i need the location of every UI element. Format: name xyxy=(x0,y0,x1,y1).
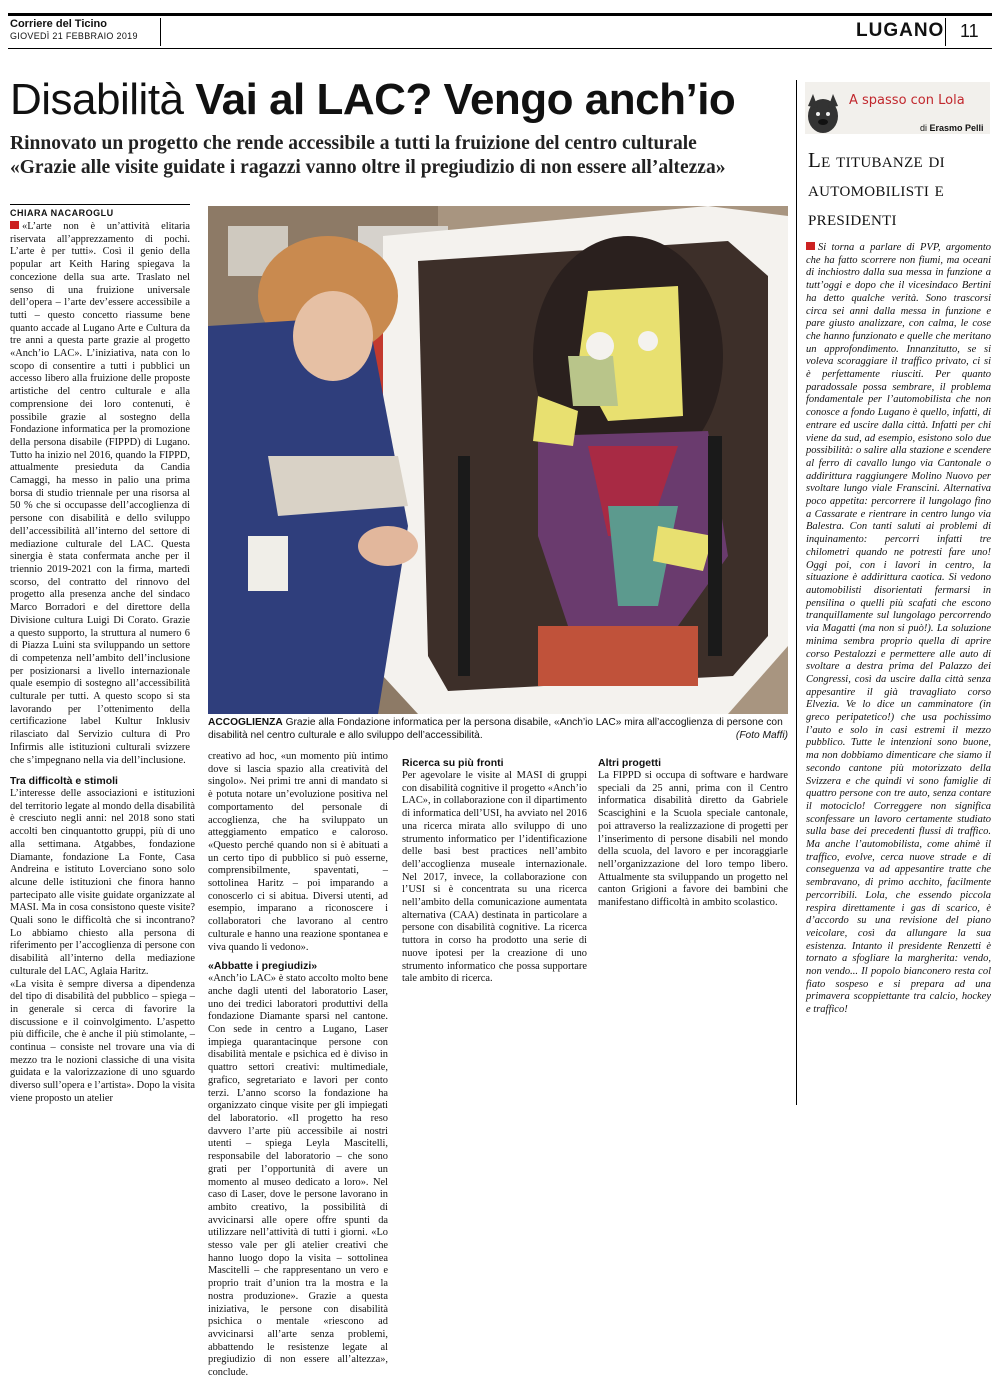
column-author xyxy=(920,123,984,133)
article-paragraph: L’interesse delle associazioni e istituzioni del territorio legate al mondo della disabilità è cresciuto negli anni: nel 2018 sono stati accolti ben cinquantotto gruppi, più di uno alla settimana. Atgabbes, fondazione Diamante, fondazione La Fonte, Casa Andreina e istituto Loverciano sono solo alcune delle istituzioni che finora hanno partecipato alle visite guidate organizzate al MASI. Ma in cosa consistono queste visite? Quali sono le difficoltà che si incontrano? Lo abbiamo chiesto alla persona di riferimento per l’accoglienza di persone con disabilità all’interno della mediazione culturale del LAC, Aglaia Haritz. xyxy=(10,788,195,977)
byline: CHIARA NACAROGLU xyxy=(10,208,114,218)
headline-kicker: Disabilità xyxy=(10,75,184,124)
caption-label: ACCOGLIENZA xyxy=(208,717,283,728)
column-divider xyxy=(796,80,797,1105)
newspaper-name: Corriere del Ticino xyxy=(10,18,107,30)
section-subheading: Altri progetti xyxy=(598,757,661,769)
header-divider xyxy=(160,18,161,46)
article-column-2 xyxy=(208,751,388,1379)
column-banner-title: A spasso con Lola xyxy=(849,93,965,108)
byline-rule xyxy=(10,204,190,205)
article-column-1 xyxy=(10,221,190,766)
photo-caption xyxy=(208,717,788,742)
issue-date: GIOVEDÌ 21 FEBBRAIO 2019 xyxy=(10,31,138,41)
article-paragraph: La FIPPD si occupa di software e hardware speciali da 25 anni, prima con il Centro informatica disabilità diretto da Gabriele Scascighini e la Scuola speciale cantonale, poi attraverso la realizzazione di progetti per l’inserimento di persone disabili nel mondo della scuola, del lavoro e per incoraggiarle nell’organizzazione del loro tempo libero. Attualmente sta sviluppando un progetto nel canton Grigioni a favore dei bambini che manifestano difficoltà in ambito scolastico. xyxy=(598,770,788,909)
paragraph-marker xyxy=(806,242,815,250)
section-subheading: Tra difficoltà e stimoli xyxy=(10,775,118,787)
article-paragraph: Per agevolare le visite al MASI di gruppi con disabilità cognitive il progetto «Anch’io LAC», in collaborazione con il dipartimento di informatica dell’USI, ha avviato nel 2016 una ricerca mirata allo sviluppo di uno strumento informatico per l’identificazione delle basi best practices nell’ambito dell’accoglienza museale internazionale. Nel 2017, invece, la collaborazione con l’USI si è concentrata su una ricerca nell’ambito della comunicazione aumentata alternativa (CAA) destinata in particolare a persone con disabilità cognitive. La ricerca tuttora in corso ha prodotto una serie di nuove ipotesi per la creazione di uno strumento informatico che possa supportare tale ambito di ricerca. xyxy=(402,770,587,985)
subheadline-line-2: «Grazie alle visite guidate i ragazzi vanno oltre il pregiudizio di non essere all’altezza» xyxy=(10,157,726,178)
header-bottom-rule xyxy=(8,48,992,49)
author-name: Erasmo Pelli xyxy=(929,123,984,133)
page-number: 11 xyxy=(960,21,979,41)
headline xyxy=(10,75,735,125)
photo-credit: (Foto Maffi) xyxy=(735,729,788,741)
subheadline xyxy=(10,132,790,180)
photo-illustration xyxy=(208,206,788,714)
section-name: LUGANO xyxy=(856,20,945,41)
article-column-1-lower xyxy=(10,769,195,1104)
paragraph-marker xyxy=(10,221,19,229)
article-paragraph: «Anch’io LAC» è stato accolto molto bene anche dagli utenti del laboratorio Laser, uno dei tredici laboratori produttivi della fondazione Diamante sparsi nel cantone. Con sede in centro a Lugano, Laser impiega quarantacinque persone con disabilità mentale e psichica ed è diviso in quattro settori creativi: multimediale, grafico, segretariato e lavori per conto terzi. L’anno scorso la fondazione ha organizzato cinque visite per gli impiegati del laboratorio. «Il progetto ha reso davvero l’arte più accessibile ai nostri utenti – spiega Leyla Mascitelli, responsabile del laboratorio – che sono grati per l’opportunità di avere un momento al museo dedicato a loro». Nel caso di Laser, dove le persone lavorano in ambito creativo, la possibilità di avvicinarsi alle opere offre spunti da utilizzare nell’attività di tutti i giorni. «Lo stesso vale per gli atelier creativi che hanno luogo dopo la visita – sottolinea Mascitelli – che rappresentano un vero e proprio trait d’union tra la mostra e la nostra produzione». Grazie a questa iniziativa, le persone con disabilità psichica o mentale «riescono ad avvicinarsi all’arte senza problemi, abbattendo le resistenze legate al pregiudizio di non essere all’altezza», conclude. xyxy=(208,973,388,1379)
caption-text: Grazie alla Fondazione informatica per la persona disabile, «Anch’io LAC» mira all’accoglienza di persone con disabilità nel centro culturale e allo sviluppo dell’accessibilità. xyxy=(208,717,783,741)
article-photo xyxy=(208,206,788,714)
headline-title: Vai al LAC? Vengo anch’io xyxy=(195,75,736,124)
section-subheading: Ricerca su più fronti xyxy=(402,757,504,769)
subheadline-line-1: Rinnovato un progetto che rende accessibile a tutti la fruizione del centro culturale xyxy=(10,133,697,154)
article-paragraph: creativo ad hoc, «un momento più intimo dove si lascia spazio alla creatività del singolo». Nei primi tre anni di mandato si è potuta notare un’evoluzione positiva nel comportamento del personale di accoglienza, che ha sviluppato un atteggiamento empatico e caloroso. «Questo perché quando non si è abituati a un certo tipo di pubblico si può esserne, comprensibilmente, spaventati, – sottolinea Haritz – poi imparando a conoscerlo ci si abitua. Diversi utenti, ad esempio, imparano a riconoscere i collaboratori che lavorano al centro culturale e hanno una reazione spontanea e viva quando li vedono». xyxy=(208,751,388,953)
header-top-rule xyxy=(8,13,992,16)
column-paragraph: Si torna a parlare di PVP, argomento che ha fatto scorrere non fiumi, ma oceani di inchiostro dalla sua messa in funzione a tutt’oggi e dopo che il vicesindaco Bertini ha detto qualche verità. Sono trascorsi circa sei anni dalla messa in funzione e pare giusto analizzare, con calma, le cose che hanno funzionato e quelle che meritano un approfondimento. Innanzitutto, se si voleva scoraggiare il traffico privato, ci si è perfettamente riusciti. Per quanto paradossale possa sembrare, il problema fondamentale per l’automobilista che non conosce a fondo Lugano è quello, infatti, di entrare ed uscire dalla città. Infatti per chi viene da sud, ad esempio, esistono solo due possibilità: o salire alla stazione e scendere al ferro di cavallo lungo via Cantonale o addirittura raggiungere Molino Nuovo per svoltare lungo viale Franscini. Alternativa poco appetita: percorrere il lungolago fino a Cassarate e rientrare in centro lungo via Balestra. Con tanti saluti ai problemi di inquinamento: percorri infatti tre chilometri quando ne potresti fare uno! Oggi poi, con i lavori in centro, la situazione è addirittura caotica. Si vedono automobilisti disorientati fermarsi in pensilina o quelli più scafati che escono tranquillamente sul lungolago percorrendo via Magatti (ma non si può!). La soluzione minima sembra proprio quella di aprire corso Pestalozzi e permettere alle auto di svoltare a destra prima del Palazzo dei Congressi, così da uscire dalla città senza appesantire il già travagliato corso Elvezia. Ve lo dice un camminatore (in greco peripatetico!) che usa pochissimo l’auto e solo in casi estremi il mezzo pubblico. Tutte le intenzioni sono buone, ma non dobbiamo dimenticare che siamo il secondo cantone più motorizzato della Svizzera e che quindi vi sono famiglie di quattro persone con tre auto, senza contare il motociclo! Correggere non significa sconfessare un lavoro certamente studiato sulla base dei precedenti flussi di traffico. Ma anche l’automobilista, come ahimè il traffico, evolve, cerca nuove strade e di conseguenza va ad appesantire tratte che sembravano, di primo acchito, facilmente percorribili. Lola, che essendo piccola respira direttamente i gas di scarico, è d’accordo su una revisione del piano veicolare, così da allungare la sua esistenza. Intanto il presidente Renzetti è tornato a sfogliare la margherita: vendo, non vendo... Il popolo bianconero resta col fiato sospeso e si prepara ad una primavera scoppiettante tra calcio, hockey e traffico! xyxy=(806,242,991,1016)
article-paragraph: «L’arte non è un’attività elitaria riservata all’apprezzamento di pochi. L’arte è per tutti». Così il genio della popular art Keith Haring spiegava la concezione della sua arte. Traslato nel senso di una fruizione universale dell’opera – l’arte dev’essere accessibile a tutti – questo concetto riassume bene quanto accade al Lugano Arte e Cultura da tre anni a questa parte grazie al progetto «Anch’io LAC». L’iniziativa, nata con lo scopo di consentire a tutti i pubblici un accesso libero alla fruizione delle proposte artistiche del centro culturale e alla comprensione dei loro contenuti, è possibile grazie al sostegno della Fondazione informatica per la promozione della persona disabile (FIPPD) di Lugano. Tutto ha inizio nel 2016, quando la FIPPD, attualmente presieduta da Candia Camaggi, ha messo in palio una prima borsa di studio triennale per una risorsa al 50 % che si occupasse dell’accoglienza di persone con disabilità e dello sviluppo dell’accessibilità all’interno del settore di mediazione culturale del LAC. Questa sinergia è stata confermata anche per il triennio 2019-2021 con la firma, martedì scorso, del contratto del rinnovo del progetto alla presenza anche del sindaco Marco Borradori e del direttore della Divisione cultura Luigi Di Corato. Grazie a questo supporto, la struttura al numero 6 di Piazza Luini sta sviluppando un settore di competenza nell’ambito dell’inclusione per posizionarsi a livello internazionale quale esempio di sostegno all’accessibilità culturale per tutti. A questo scopo si sta lavorando per l’ottenimento della certificazione label Kultur Inklusiv rilasciato dal Servizio cultura di Pro Infirmis alle istituzioni culturali svizzere che s’impegnano nella via dell’inclusione. xyxy=(10,221,190,766)
section-subheading: «Abbatte i pregiudizi» xyxy=(208,960,318,973)
article-paragraph: «La visita è sempre diversa a dipendenza del tipo di disabilità del pubblico – spiega – in generale si cerca di favorire la discussione e il coinvolgimento. L’aspetto più difficile, che è anche il più stimolante, – continua – consiste nel trovare una via di mezzo tra le nozioni classiche di una visita guidata e la valorizzazione di uno sguardo diverso sull’opera e l’artista». Dopo la visita viene proposto un atelier xyxy=(10,978,195,1104)
article-column-3 xyxy=(402,751,587,1106)
column-text xyxy=(806,242,991,1104)
author-prefix: di xyxy=(920,123,928,133)
article-column-4 xyxy=(598,751,788,1106)
column-title: Le titubanze di automobilisti e presidenti xyxy=(808,148,945,230)
header-divider xyxy=(945,18,946,46)
